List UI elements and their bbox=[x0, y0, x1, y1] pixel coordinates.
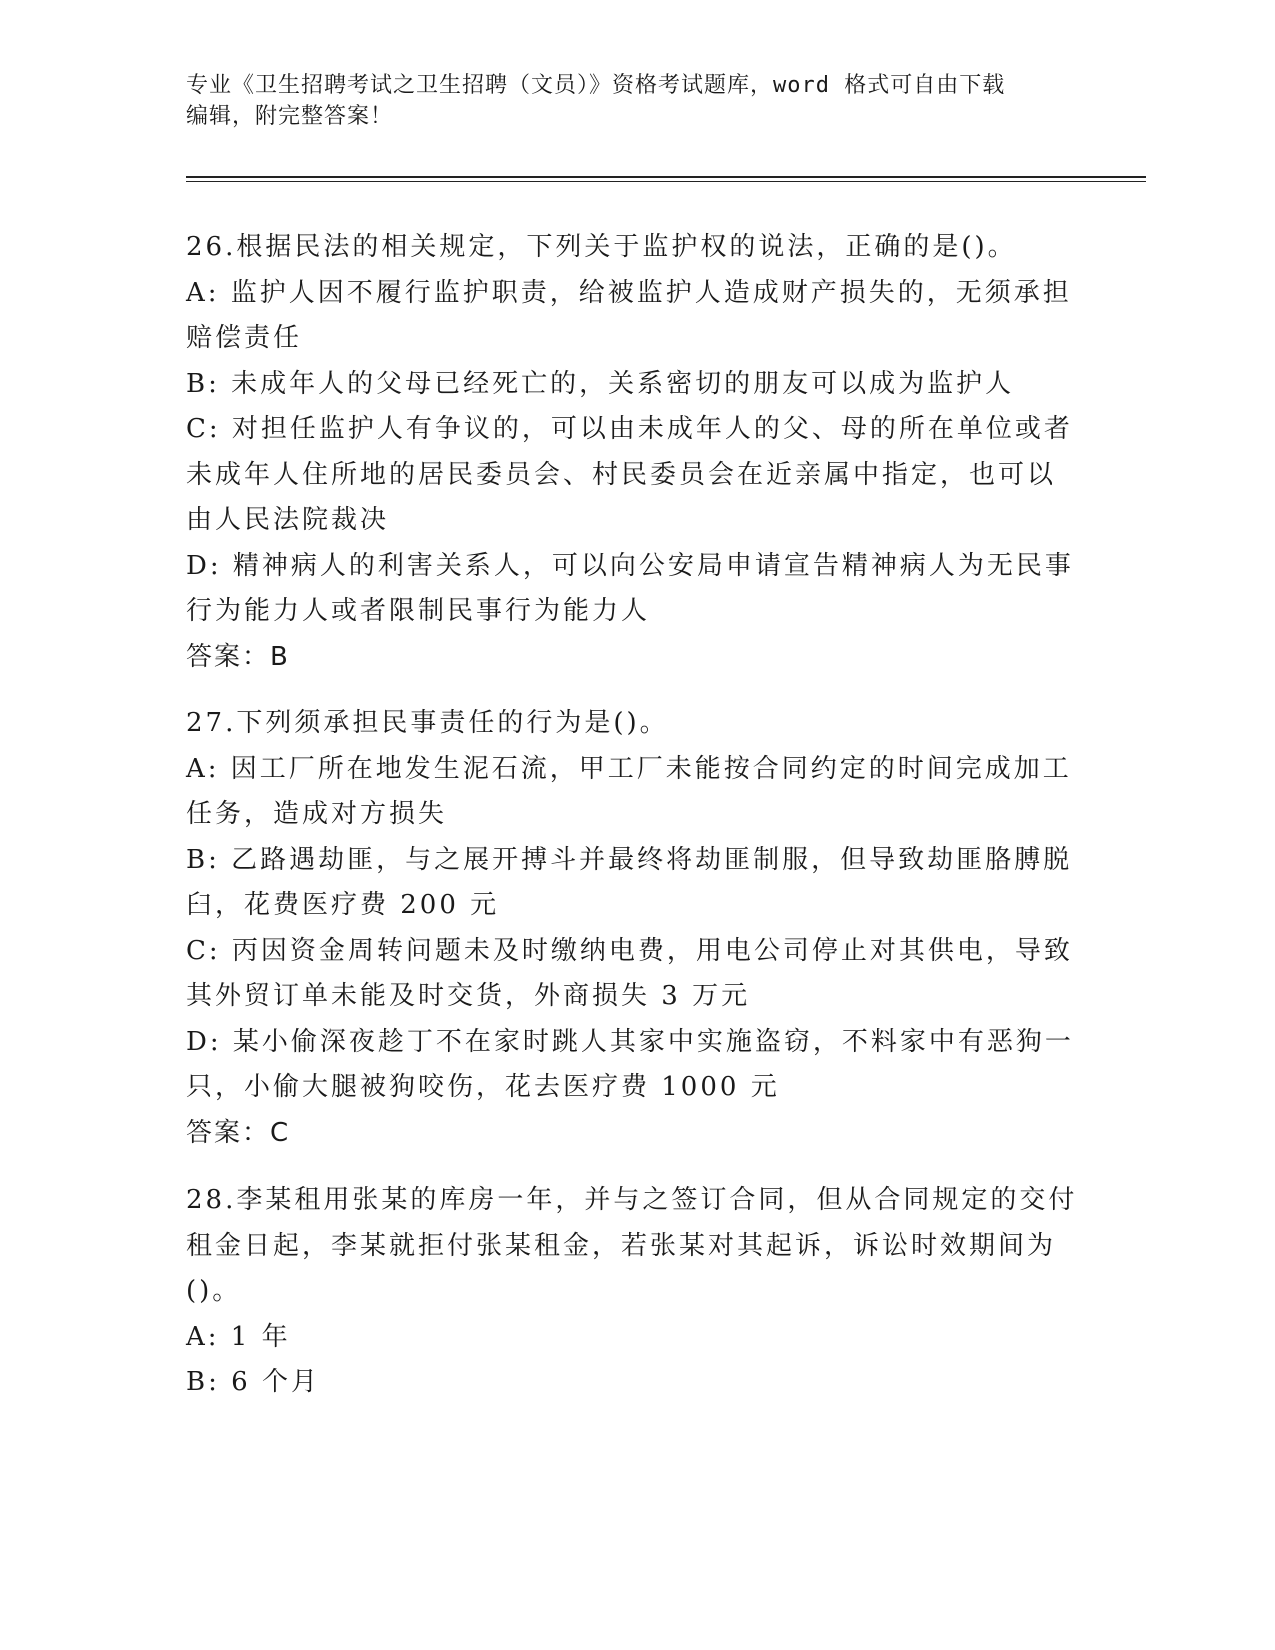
header-divider bbox=[186, 176, 1146, 178]
question-27 bbox=[186, 701, 1086, 1156]
question-stem: 26.根据民法的相关规定，下列关于监护权的说法，正确的是()。 bbox=[186, 232, 1017, 262]
question-stem: 27.下列须承担民事责任的行为是()。 bbox=[186, 708, 669, 738]
answer: 答案：C bbox=[186, 1117, 291, 1148]
question-stem-cont: ()。 bbox=[186, 1276, 242, 1306]
option-d: D: 某小偷深夜趁丁不在家时跳人其家中实施盗窃，不料家中有恶狗一 bbox=[186, 1026, 1074, 1057]
option-d: D: 精神病人的利害关系人，可以向公安局申请宣告精神病人为无民事 bbox=[186, 550, 1074, 581]
option-c-cont: 由人民法院裁决 bbox=[186, 505, 390, 535]
option-b-cont: 臼，花费医疗费 200 元 bbox=[186, 890, 500, 920]
option-a-cont: 任务，造成对方损失 bbox=[186, 799, 448, 829]
question-26 bbox=[186, 225, 1086, 680]
option-a: A: 监护人因不履行监护职责，给被监护人造成财产损失的，无须承担 bbox=[186, 277, 1072, 308]
option-d-cont: 只，小偷大腿被狗咬伤，花去医疗费 1000 元 bbox=[186, 1072, 780, 1102]
option-c-cont: 未成年人住所地的居民委员会、村民委员会在近亲属中指定，也可以 bbox=[186, 459, 1057, 490]
option-a: A: 1 年 bbox=[186, 1321, 291, 1352]
option-b: B: 6 个月 bbox=[186, 1367, 320, 1397]
header-line: 专业《卫生招聘考试之卫生招聘（文员）》资格考试题库，word 格式可自由下载 bbox=[186, 73, 1006, 98]
option-b: B: 乙路遇劫匪，与之展开搏斗并最终将劫匪制服，但导致劫匪胳膊脱 bbox=[186, 844, 1073, 875]
option-a: A: 因工厂所在地发生泥石流，甲工厂未能按合同约定的时间完成加工 bbox=[186, 753, 1072, 784]
question-stem-cont: 租金日起，李某就拒付张某租金，若张某对其起诉，诉讼时效期间为 bbox=[186, 1230, 1057, 1261]
question-28 bbox=[186, 1178, 1086, 1406]
option-a-cont: 赔偿责任 bbox=[186, 323, 303, 353]
answer: 答案：B bbox=[186, 641, 290, 672]
question-stem: 28.李某租用张某的库房一年，并与之签订合同，但从合同规定的交付 bbox=[186, 1185, 1078, 1215]
option-c-cont: 其外贸订单未能及时交货，外商损失 3 万元 bbox=[186, 981, 751, 1011]
header-divider bbox=[186, 181, 1146, 182]
option-c: C: 对担任监护人有争议的，可以由未成年人的父、母的所在单位或者 bbox=[186, 414, 1073, 444]
option-d-cont: 行为能力人或者限制民事行为能力人 bbox=[186, 596, 651, 626]
header-line: 编辑，附完整答案！ bbox=[186, 104, 394, 129]
option-c: C: 丙因资金周转问题未及时缴纳电费，用电公司停止对其供电，导致 bbox=[186, 935, 1073, 966]
option-b: B: 未成年人的父母已经死亡的，关系密切的朋友可以成为监护人 bbox=[186, 368, 1015, 399]
document-header bbox=[186, 70, 1066, 132]
